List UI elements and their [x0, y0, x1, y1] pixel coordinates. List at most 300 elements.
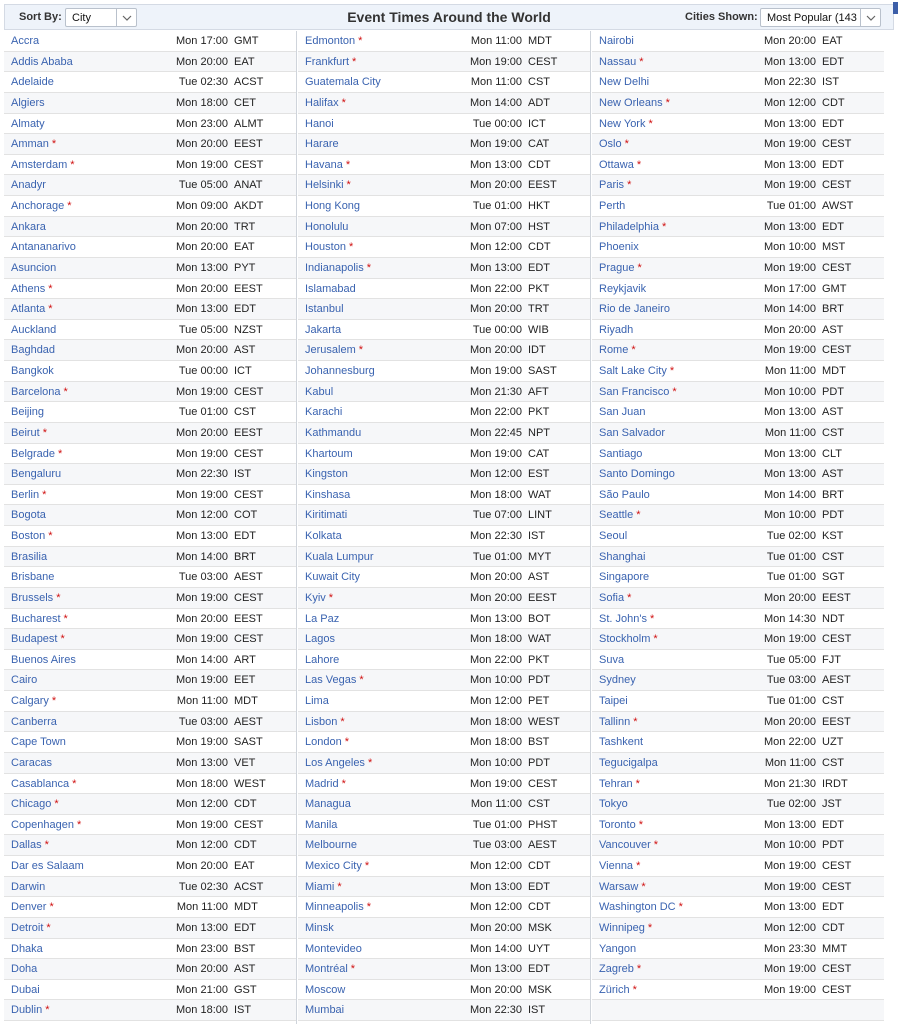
local-time: Mon 11:00	[176, 901, 228, 914]
city-link[interactable]	[305, 200, 360, 212]
city-link[interactable]	[305, 757, 372, 769]
city-link[interactable]	[305, 159, 350, 171]
time-zone: CEST	[822, 344, 852, 357]
city-link[interactable]	[599, 76, 649, 88]
city-link[interactable]	[599, 654, 624, 666]
city-link[interactable]	[599, 138, 629, 150]
local-time: Tue 03:00	[178, 571, 228, 584]
city-link[interactable]	[11, 922, 51, 934]
city-link[interactable]	[11, 901, 54, 913]
city-name: Hong Kong	[305, 200, 361, 212]
city-link[interactable]	[599, 386, 677, 398]
city-link[interactable]	[11, 839, 49, 851]
city-link[interactable]	[599, 963, 641, 975]
local-time: Mon 19:00	[764, 963, 816, 976]
city-link[interactable]	[599, 56, 644, 68]
city-link[interactable]	[599, 592, 631, 604]
city-link[interactable]	[305, 901, 371, 913]
table-row	[4, 691, 296, 712]
dst-star-icon: *	[678, 901, 683, 914]
table-row	[592, 567, 884, 588]
time-zone: PKT	[528, 653, 550, 666]
city-name: Melbourne	[305, 839, 357, 852]
city-link[interactable]	[599, 757, 658, 769]
city-link[interactable]	[599, 283, 646, 295]
city-link[interactable]	[599, 241, 639, 253]
city-link[interactable]	[599, 551, 646, 563]
city-link[interactable]	[305, 324, 341, 336]
city-link[interactable]	[305, 97, 346, 109]
city-link[interactable]	[11, 819, 81, 831]
city-link[interactable]	[599, 860, 640, 872]
table-row	[298, 939, 590, 960]
local-time: Mon 18:00	[176, 777, 228, 790]
local-time: Mon 18:00	[176, 1004, 228, 1017]
city-link[interactable]	[305, 509, 347, 521]
local-time: Mon 19:00	[176, 736, 228, 749]
city-name: New York	[599, 117, 646, 130]
city-name: Barcelona	[11, 385, 61, 398]
table-row	[4, 402, 296, 423]
city-link[interactable]	[599, 118, 653, 130]
table-row	[298, 382, 590, 403]
city-link[interactable]	[599, 344, 636, 356]
city-link[interactable]	[11, 35, 39, 47]
local-time: Mon 18:00	[470, 715, 522, 728]
sort-by-label: Sort By:	[19, 11, 62, 23]
local-time: Tue 00:00	[472, 323, 522, 336]
city-link[interactable]	[11, 1004, 49, 1016]
table-row	[592, 279, 884, 300]
city-link[interactable]	[11, 56, 73, 68]
city-link[interactable]	[11, 654, 76, 666]
city-name: Beijing	[11, 406, 45, 419]
city-link[interactable]	[11, 138, 56, 150]
city-link[interactable]	[305, 716, 345, 728]
dst-star-icon: *	[631, 344, 636, 357]
time-zone: EAT	[822, 35, 843, 47]
time-zone: PDT	[528, 674, 550, 687]
city-name: Copenhagen	[11, 818, 75, 831]
city-link[interactable]	[305, 530, 342, 542]
city-link[interactable]	[11, 283, 53, 295]
city-link[interactable]	[305, 984, 345, 996]
sort-by-value: City	[72, 12, 91, 24]
city-name: Indianapolis	[305, 261, 364, 274]
table-row	[298, 464, 590, 485]
table-row	[4, 237, 296, 258]
city-link[interactable]	[599, 468, 675, 480]
city-link[interactable]	[305, 778, 346, 790]
time-zone: ANAT	[234, 179, 263, 192]
city-link[interactable]	[11, 406, 44, 418]
city-link[interactable]	[305, 489, 350, 501]
table-row	[298, 670, 590, 691]
dst-star-icon: *	[60, 633, 65, 646]
city-name: Ankara	[11, 220, 46, 233]
city-name: Addis Ababa	[11, 55, 73, 68]
city-link[interactable]	[305, 386, 333, 398]
table-row	[4, 320, 296, 341]
chevron-down-icon[interactable]	[860, 9, 880, 26]
city-link[interactable]	[599, 922, 652, 934]
city-link[interactable]	[599, 159, 641, 171]
table-row	[4, 609, 296, 630]
time-zone: FJT	[822, 653, 841, 666]
dst-star-icon: *	[648, 117, 653, 130]
city-link[interactable]	[11, 530, 53, 542]
city-link[interactable]	[11, 674, 37, 686]
city-link[interactable]	[305, 881, 342, 893]
city-name: Zagreb	[599, 963, 634, 976]
city-link[interactable]	[305, 35, 362, 47]
city-link[interactable]	[305, 551, 374, 563]
city-link[interactable]	[599, 448, 642, 460]
city-name: Karachi	[305, 406, 343, 419]
city-link[interactable]	[599, 179, 631, 191]
time-zone: MMT	[822, 942, 848, 955]
time-zone: EDT	[528, 261, 550, 274]
city-link[interactable]	[599, 984, 637, 996]
city-link[interactable]	[11, 159, 75, 171]
local-time: Tue 00:00	[472, 117, 522, 130]
city-link[interactable]	[11, 695, 56, 707]
city-name: Lagos	[305, 633, 335, 646]
city-name: Madrid	[305, 777, 339, 790]
city-link[interactable]	[11, 365, 54, 377]
city-link[interactable]	[305, 592, 333, 604]
city-link[interactable]	[599, 881, 646, 893]
city-link[interactable]	[11, 200, 72, 212]
city-link[interactable]	[11, 303, 53, 315]
city-link[interactable]	[11, 76, 54, 88]
city-link[interactable]	[305, 860, 369, 872]
city-link[interactable]	[305, 819, 337, 831]
city-link[interactable]	[305, 365, 375, 377]
city-link[interactable]	[599, 736, 643, 748]
city-link[interactable]	[11, 344, 55, 356]
city-link[interactable]	[599, 35, 634, 47]
city-link[interactable]	[11, 262, 56, 274]
city-link[interactable]	[599, 839, 658, 851]
city-name: Caracas	[11, 756, 52, 769]
table-row	[298, 650, 590, 671]
city-link[interactable]	[599, 427, 665, 439]
city-name: Dublin	[11, 1004, 43, 1017]
local-time: Tue 02:30	[178, 76, 228, 89]
city-link[interactable]	[11, 613, 68, 625]
city-link[interactable]	[11, 241, 76, 253]
city-name: Adelaide	[11, 76, 54, 89]
city-link[interactable]	[11, 736, 66, 748]
table-row	[4, 794, 296, 815]
city-link[interactable]	[599, 571, 649, 583]
local-time: Mon 19:00	[764, 860, 816, 872]
table-row	[298, 340, 590, 361]
local-time: Mon 14:00	[470, 96, 522, 109]
city-link[interactable]	[11, 963, 37, 975]
city-name: Canberra	[11, 715, 57, 728]
city-link[interactable]	[305, 695, 329, 707]
time-zone: ICT	[528, 117, 546, 130]
table-row	[4, 279, 296, 300]
city-link[interactable]	[11, 489, 46, 501]
dst-star-icon: *	[653, 839, 659, 852]
city-link[interactable]	[599, 695, 628, 707]
local-time: Mon 13:00	[764, 447, 816, 460]
local-time: Mon 12:00	[176, 798, 228, 811]
table-row	[298, 114, 590, 135]
dst-star-icon: *	[636, 158, 642, 171]
time-zone: EST	[528, 468, 550, 481]
table-row	[298, 547, 590, 568]
city-link[interactable]	[305, 118, 334, 130]
time-zone: CST	[528, 798, 550, 811]
city-link[interactable]	[11, 118, 45, 130]
local-time: Mon 20:00	[470, 591, 522, 604]
city-name: Kuala Lumpur	[305, 550, 374, 563]
city-name: Tokyo	[599, 798, 628, 811]
city-name: Amsterdam	[11, 158, 68, 171]
city-link[interactable]	[11, 179, 46, 191]
city-link[interactable]	[305, 138, 339, 150]
city-link[interactable]	[305, 943, 362, 955]
table-row	[298, 629, 590, 650]
city-link[interactable]	[11, 633, 65, 645]
city-link[interactable]	[305, 448, 353, 460]
city-link[interactable]	[599, 613, 654, 625]
local-time: Mon 20:00	[176, 426, 228, 439]
table-row	[4, 588, 296, 609]
city-name: Nassau	[599, 55, 637, 68]
local-time: Mon 20:00	[470, 921, 522, 934]
dst-star-icon: *	[366, 901, 371, 914]
city-link[interactable]	[599, 97, 670, 109]
city-link[interactable]	[11, 757, 52, 769]
city-link[interactable]	[305, 654, 339, 666]
city-link[interactable]	[599, 798, 628, 810]
dst-star-icon: *	[653, 633, 658, 646]
city-link[interactable]	[599, 509, 641, 521]
city-name: Dar es Salaam	[11, 860, 84, 872]
city-link[interactable]	[599, 324, 633, 336]
time-zone: BOT	[528, 612, 551, 625]
city-link[interactable]	[305, 76, 381, 88]
local-time: Tue 01:00	[472, 200, 522, 212]
city-link[interactable]	[11, 571, 54, 583]
time-zone: CDT	[528, 901, 551, 914]
city-link[interactable]	[11, 716, 57, 728]
time-zone: CST	[822, 756, 844, 769]
city-link[interactable]	[305, 922, 334, 934]
city-link[interactable]	[305, 674, 364, 686]
city-link[interactable]	[11, 798, 59, 810]
city-name: Paris	[599, 179, 625, 192]
dst-star-icon: *	[346, 179, 351, 192]
city-link[interactable]	[305, 283, 356, 295]
city-link[interactable]	[305, 221, 348, 233]
city-link[interactable]	[599, 716, 637, 728]
city-name: La Paz	[305, 612, 340, 625]
time-zone: MST	[822, 241, 846, 254]
table-row	[298, 526, 590, 547]
time-zone: CDT	[822, 96, 845, 109]
city-name: San Juan	[599, 406, 646, 419]
city-link[interactable]	[305, 427, 361, 439]
column-divider	[296, 31, 297, 1024]
city-link[interactable]	[305, 798, 351, 810]
table-row	[4, 959, 296, 980]
time-zone: MYT	[528, 550, 552, 563]
city-name: Kiritimati	[305, 509, 348, 522]
city-link[interactable]	[305, 963, 355, 975]
city-link[interactable]	[305, 406, 342, 418]
city-link[interactable]	[305, 571, 360, 583]
city-link[interactable]	[305, 303, 344, 315]
city-link[interactable]	[599, 200, 625, 212]
table-row	[592, 402, 884, 423]
local-time: Tue 01:00	[766, 200, 816, 212]
time-zone: EEST	[822, 715, 851, 728]
dst-star-icon: *	[63, 612, 68, 625]
city-link[interactable]	[11, 221, 46, 233]
city-link[interactable]	[11, 324, 56, 336]
city-link[interactable]	[11, 551, 47, 563]
city-link[interactable]	[599, 489, 650, 501]
city-link[interactable]	[599, 530, 627, 542]
time-zone: CDT	[234, 839, 257, 852]
city-link[interactable]	[305, 262, 371, 274]
local-time: Mon 19:00	[470, 777, 522, 790]
city-link[interactable]	[11, 943, 43, 955]
city-name: Washington DC	[599, 901, 676, 914]
local-time: Mon 12:00	[470, 241, 522, 254]
cities-shown-select[interactable]	[760, 8, 881, 27]
time-zone: IST	[234, 468, 252, 481]
city-name: Amman	[11, 138, 49, 151]
local-time: Tue 00:00	[178, 365, 228, 377]
table-row	[592, 361, 884, 382]
city-link[interactable]	[599, 778, 640, 790]
city-link[interactable]	[305, 468, 348, 480]
local-time: Mon 18:00	[176, 96, 228, 109]
city-link[interactable]	[599, 901, 683, 913]
table-row	[298, 279, 590, 300]
city-link[interactable]	[599, 221, 666, 233]
time-zone: WIB	[528, 323, 549, 336]
table-row	[592, 258, 884, 279]
city-link[interactable]	[305, 56, 356, 68]
city-link[interactable]	[599, 406, 645, 418]
local-time: Mon 13:00	[470, 261, 522, 274]
city-link[interactable]	[599, 262, 642, 274]
table-row	[298, 980, 590, 1001]
city-name: Edmonton	[305, 35, 356, 47]
table-row	[4, 444, 296, 465]
local-time: Mon 21:30	[470, 385, 522, 398]
table-row	[592, 753, 884, 774]
city-link[interactable]	[599, 633, 658, 645]
city-name: Tashkent	[599, 736, 644, 749]
time-zone: CEST	[234, 488, 264, 501]
city-link[interactable]	[599, 365, 674, 377]
local-time: Mon 13:00	[470, 963, 522, 976]
city-name: Singapore	[599, 571, 650, 584]
time-zone: EDT	[528, 963, 550, 976]
city-link[interactable]	[305, 179, 351, 191]
local-time: Mon 12:00	[470, 468, 522, 481]
time-zone: EAT	[234, 55, 255, 68]
city-name: Chicago	[11, 798, 52, 811]
dst-star-icon: *	[341, 96, 346, 109]
city-link[interactable]	[305, 1004, 344, 1016]
city-link[interactable]	[11, 97, 45, 109]
local-time: Mon 13:00	[176, 303, 228, 316]
city-link[interactable]	[11, 778, 76, 790]
time-zone: EEST	[822, 591, 851, 604]
city-link[interactable]	[11, 881, 45, 893]
table-row	[592, 237, 884, 258]
city-link[interactable]	[11, 386, 68, 398]
city-link[interactable]	[11, 860, 84, 872]
local-time: Mon 19:00	[764, 633, 816, 646]
city-name: Seattle	[599, 509, 634, 522]
time-zone: IST	[822, 76, 840, 89]
local-time: Mon 13:00	[764, 468, 816, 481]
time-zone: GMT	[234, 35, 259, 47]
city-link[interactable]	[305, 344, 363, 356]
city-link[interactable]	[11, 448, 62, 460]
table-row	[4, 423, 296, 444]
city-link[interactable]	[305, 839, 357, 851]
dst-star-icon: *	[358, 35, 363, 47]
city-link[interactable]	[599, 674, 636, 686]
city-name: New Delhi	[599, 76, 650, 89]
table-row	[592, 980, 884, 1001]
city-link[interactable]	[11, 468, 61, 480]
table-row	[298, 609, 590, 630]
local-time: Mon 20:00	[176, 55, 228, 68]
city-link[interactable]	[305, 241, 353, 253]
table-row	[298, 52, 590, 73]
city-name: Kolkata	[305, 530, 342, 542]
time-zone: IRDT	[822, 777, 848, 790]
city-link[interactable]	[599, 303, 670, 315]
time-zone: CEST	[234, 385, 264, 398]
city-name: Kyiv	[305, 591, 326, 604]
city-link[interactable]	[11, 427, 47, 439]
table-row	[298, 175, 590, 196]
city-link[interactable]	[11, 509, 46, 521]
table-row	[592, 609, 884, 630]
city-link[interactable]	[11, 592, 60, 604]
city-link[interactable]	[599, 819, 643, 831]
city-link[interactable]	[305, 633, 335, 645]
table-row	[298, 877, 590, 898]
city-name: St. John's	[599, 612, 647, 625]
time-zone: IST	[528, 1004, 546, 1017]
city-link[interactable]	[599, 943, 636, 955]
local-time: Mon 13:00	[176, 261, 228, 274]
local-time: Mon 17:00	[764, 282, 816, 295]
local-time: Mon 22:00	[470, 406, 522, 419]
city-name: New Orleans	[599, 96, 663, 109]
city-link[interactable]	[305, 736, 349, 748]
city-link[interactable]	[305, 613, 339, 625]
city-name: Darwin	[11, 880, 46, 893]
local-time: Tue 05:00	[178, 179, 228, 192]
city-link[interactable]	[11, 984, 40, 996]
